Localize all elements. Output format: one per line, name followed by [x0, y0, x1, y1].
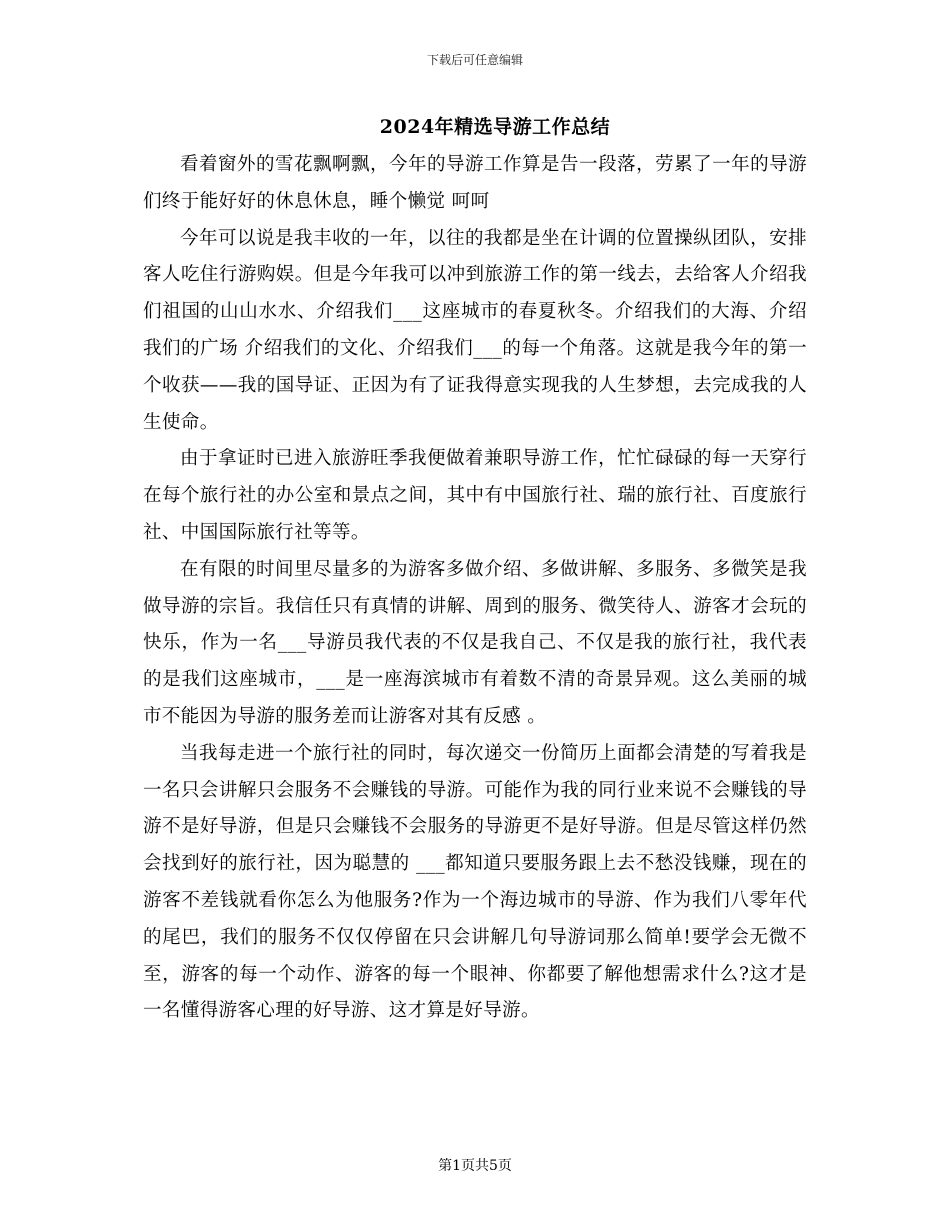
paragraph: 当我每走进一个旅行社的同时，每次递交一份简历上面都会清楚的写着我是一名只会讲解只会服务不会赚钱的导游。可能作为我的同行业来说不会赚钱的导游不是好导游，但是只会赚钱不会服务的导游更不是好导游。但是尽管这样仍然会找到好的旅行社，因为聪慧的 ___都知道只要服务跟上去不愁没钱赚，现在的游客不差钱就看你怎么为他服务?作为一个海边城市的导游、作为我们八零年代的尾巴，我们的服务不仅仅停留在只会讲解几句导游词那么简单!要学会无微不至，游客的每一个动作、游客的每一个眼神、你都要了解他想需求什么?这才是一名懂得游客心理的好导游、这才算是好导游。 — [143, 742, 807, 1022]
document-title: 2024年精选导游工作总结 — [379, 116, 611, 138]
paragraph: 今年可以说是我丰收的一年，以往的我都是坐在计调的位置操纵团队，安排客人吃住行游购娱。但是今年我可以冲到旅游工作的第一线去，去给客人介绍我们祖国的山山水水、介绍我们___这座城市的春夏秋冬。介绍我们的大海、介绍我们的广场 介绍我们的文化、介绍我们___的每一个角落。这就是我今年的第一个收获——我的国导证、正因为有了证我得意实现我的人生梦想，去完成我的人生使命。 — [143, 227, 807, 433]
paragraph: 由于拿证时已进入旅游旺季我便做着兼职导游工作，忙忙碌碌的每一天穿行在每个旅行社的办公室和景点之间，其中有中国旅行社、瑞的旅行社、百度旅行社、中国国际旅行社等等。 — [143, 448, 807, 543]
paragraph: 在有限的时间里尽量多的为游客多做介绍、多做讲解、多服务、多微笑是我做导游的宗旨。我信任只有真情的讲解、周到的服务、微笑待人、游客才会玩的快乐，作为一名___导游员我代表的不仅是我自己、不仅是我的旅行社，我代表的是我们这座城市，___是一座海滨城市有着数不清的奇景异观。这么美丽的城市不能因为导游的服务差而让游客对其有反感 。 — [143, 558, 807, 727]
paragraph: 看着窗外的雪花飘啊飘，今年的导游工作算是告一段落，劳累了一年的导游们终于能好好的休息休息，睡个懒觉 呵呵 — [143, 154, 807, 212]
page-header-note: 下载后可任意编辑 — [426, 53, 523, 67]
page-number: 第1页共5页 — [438, 1158, 512, 1174]
document-body — [143, 147, 807, 1030]
